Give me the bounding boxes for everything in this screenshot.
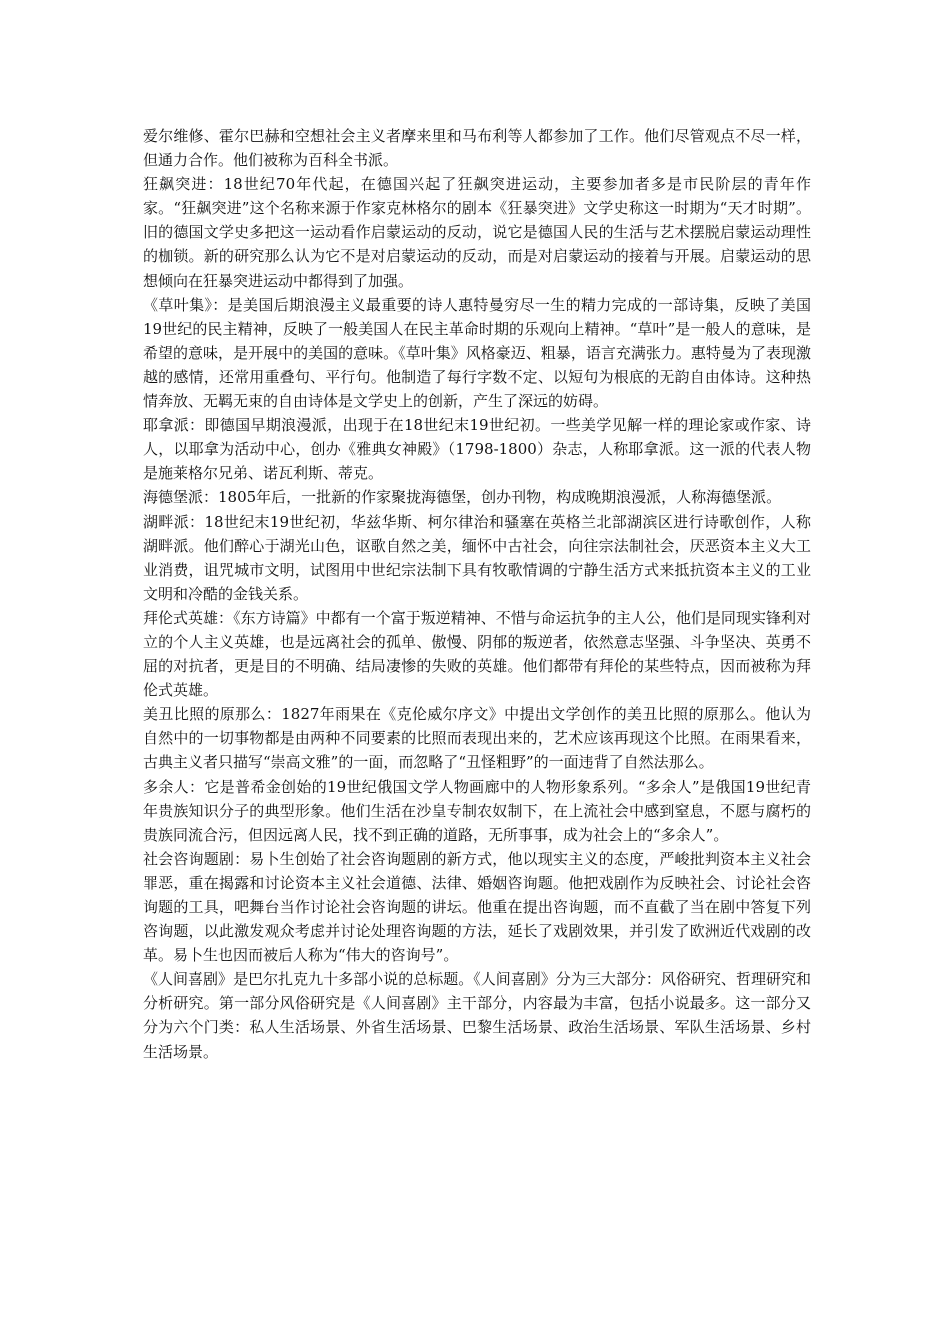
paragraph-encyclopedists: 爱尔维修、霍尔巴赫和空想社会主义者摩来里和马布利等人都参加了工作。他们尽管观点不尽一样，但通力合作。他们被称为百科全书派。 [143, 127, 811, 170]
paragraph-human-comedy: 《人间喜剧》是巴尔扎克九十多部小说的总标题。《人间喜剧》分为三大部分：风俗研究、哲理研究和分析研究。第一部分风俗研究是《人间喜剧》主干部分，内容最为丰富，包括小说最多。这一部分又分为六个门类：私人生活场景、外省生活场景、巴黎生活场景、政治生活场景、军队生活场景、乡村生活场景。 [143, 970, 811, 1061]
paragraph-jena-school: 耶拿派：即德国早期浪漫派，出现于在18世纪末19世纪初。一些美学见解一样的理论家或作家、诗人，以耶拿为活动中心，创办《雅典女神殿》（1798-1800）杂志，人称耶拿派。这一派的代表人物是施莱格尔兄弟、诺瓦利斯、蒂克。 [143, 416, 811, 483]
paragraph-superfluous-man: 多余人：它是普希金创始的19世纪俄国文学人物画廊中的人物形象系列。“多余人”是俄国19世纪青年贵族知识分子的典型形象。他们生活在沙皇专制农奴制下，在上流社会中感到窒息，不愿与腐朽的贵族同流合污，但因远离人民，找不到正确的道路，无所事事，成为社会上的“多余人”。 [143, 777, 811, 844]
paragraph-heidelberg-school: 海德堡派：1805年后，一批新的作家聚拢海德堡，创办刊物，构成晚期浪漫派，人称海德堡派。 [143, 488, 782, 507]
paragraph-beauty-ugliness-contrast: 美丑比照的原那么：1827年雨果在《克伦威尔序文》中提出文学创作的美丑比照的原那么。他认为自然中的一切事物都是由两种不同要素的比照而表现出来的，艺术应该再现这个比照。在雨果看来，古典主义者只描写“崇高文雅”的一面，而忽略了“丑怪粗野”的一面违背了自然法那么。 [143, 705, 811, 772]
paragraph-lake-poets: 湖畔派：18世纪末19世纪初，华兹华斯、柯尔律治和骚塞在英格兰北部湖滨区进行诗歌创作，人称湖畔派。他们醉心于湖光山色，讴歌自然之美，缅怀中古社会，向往宗法制社会，厌恶资本主义大工业消费，诅咒城市文明，试图用中世纪宗法制下具有牧歌情调的宁静生活方式来抵抗资本主义的工业文明和冷酷的金钱关系。 [143, 512, 811, 603]
paragraph-sturm-und-drang: 狂飙突进：18世纪70年代起，在德国兴起了狂飙突进运动，主要参加者多是市民阶层的青年作家。“狂飙突进”这个名称来源于作家克林格尔的剧本《狂暴突进》文学史称这一时期为“天才时期”。旧的德国文学史多把这一运动看作启蒙运动的反动，说它是德国人民的生活与艺术摆脱启蒙运动理性的枷锁。新的研究那么认为它不是对启蒙运动的反动，而是对启蒙运动的接着与开展。启蒙运动的思想倾向在狂暴突进运动中都得到了加强。 [143, 175, 811, 290]
document-body [143, 124, 811, 1064]
paragraph-byronic-hero: 拜伦式英雄：《东方诗篇》中都有一个富于叛逆精神、不惜与命运抗争的主人公，他们是同现实锋利对立的个人主义英雄，也是远离社会的孤单、傲慢、阴郁的叛逆者，依然意志坚强、斗争坚决、英勇不屈的对抗者，更是目的不明确、结局凄惨的失败的英雄。他们都带有拜伦的某些特点，因而被称为拜伦式英雄。 [143, 608, 811, 700]
paragraph-leaves-of-grass: 《草叶集》：是美国后期浪漫主义最重要的诗人惠特曼穷尽一生的精力完成的一部诗集，反映了美国19世纪的民主精神，反映了一般美国人在民主革命时期的乐观向上精神。“草叶”是一般人的意味，是希望的意味，是开展中的美国的意味。《草叶集》风格豪迈、粗暴，语言充满张力。惠特曼为了表现激越的感情，还常用重叠句、平行句。他制造了每行字数不定、以短句为根底的无韵自由体诗。这种热情奔放、无羁无束的自由诗体是文学史上的创新，产生了深远的妨碍。 [143, 295, 811, 411]
paragraph-social-problem-play: 社会咨询题剧：易卜生创始了社会咨询题剧的新方式，他以现实主义的态度，严峻批判资本主义社会罪恶，重在揭露和讨论资本主义社会道德、法律、婚姻咨询题。他把戏剧作为反映社会、讨论社会咨询题的工具，吧舞台当作讨论社会咨询题的讲坛。他重在提出咨询题，而不直截了当在剧中答复下列咨询题，以此激发观众考虑并讨论处理咨询题的方法，延长了戏剧效果，并引发了欧洲近代戏剧的改革。易卜生也因而被后人称为“伟大的咨询号”。 [143, 849, 811, 965]
